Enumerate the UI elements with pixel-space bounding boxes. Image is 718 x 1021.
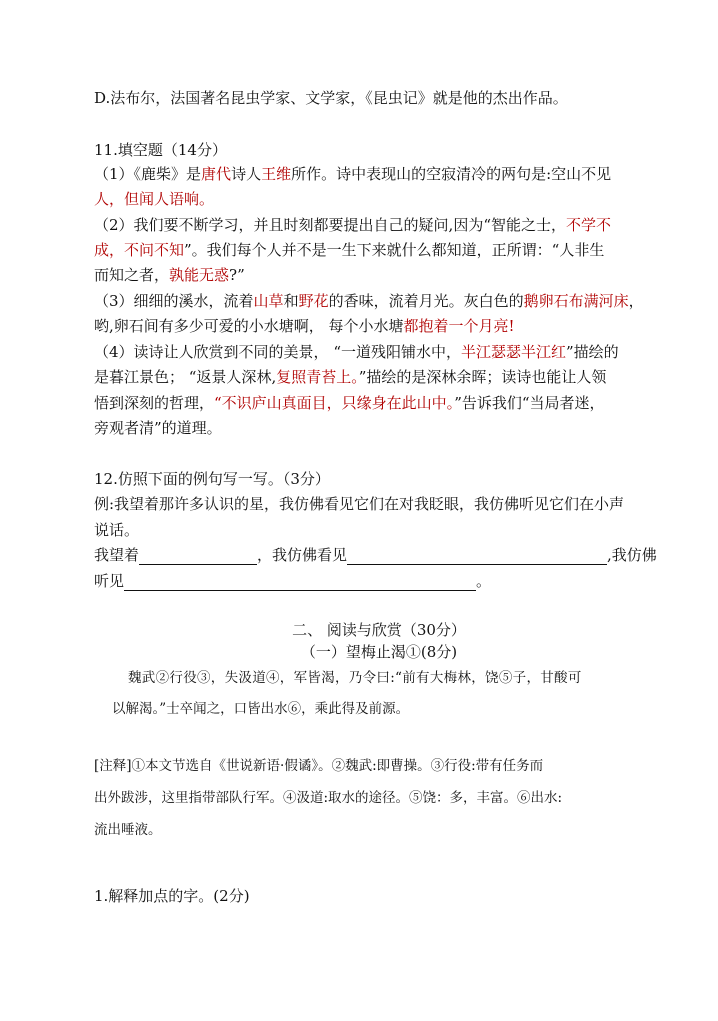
answer-text: 鹅卵石布满河床 [523,292,629,310]
q11-p3-line1 [94,291,644,311]
text: 我望着 [94,546,140,564]
text: 是暮江景色； “返景人深林, [94,368,277,386]
text: ， [628,292,644,310]
answer-tang: 唐代 [201,165,232,183]
answer-text: 半江瑟瑟半江红 [460,343,566,361]
text: ,我仿佛 [607,546,657,564]
q11-p2-line2 [94,240,604,260]
q11-title: 11.填空题（14分） [94,141,227,159]
question-1: 1.解释加点的字。(2分) [94,887,250,905]
answer-text: “不识庐山真面目，只缘身在此山中。 [214,394,455,412]
text: 听见 [94,572,125,590]
q12-title: 12.仿照下面的例句写一写。（3分） [94,470,330,488]
passage-title: （一）望梅止渴①(8分) [300,643,458,661]
q12-fill-line2 [94,571,491,591]
q11-p1-line2 [94,189,214,209]
text: ”描绘的 [566,343,619,361]
q11-p1-line1 [94,164,611,184]
text: 所作。诗中表现山的空寂清冷的两句是:空山不见 [291,165,612,183]
answer-text: 野花 [298,292,329,310]
blank-line [139,548,257,565]
note-line3: 流出唾液。 [94,822,162,838]
answer-text: 不学不 [565,216,611,234]
answer-wangwei: 王维 [261,165,292,183]
text: 诗人 [231,165,262,183]
text: （1）《鹿柴》是 [94,165,202,183]
answer-text: 都抱着一个月亮! [403,317,515,335]
text: ，我仿佛看见 [257,546,348,564]
q12-example-line2: 说话。 [94,521,140,539]
text: ?” [229,266,245,284]
option-d-line: D.法布尔，法国著名昆虫学家、文学家，《昆虫记》就是他的杰出作品。 [94,89,568,107]
q11-p2-line3 [94,265,245,285]
answer-text: 山草 [253,292,284,310]
note-line1: [注释]①本文节选自《世说新语·假谲》。②魏武:即曹操。③行役:带有任务而 [94,758,544,774]
text: （3）细细的溪水，流着 [94,292,254,310]
q11-p4-line3 [94,393,605,413]
note-line2: 出外跋涉，这里指带部队行军。④汲道:取水的途径。⑤饶：多，丰富。⑥出水: [94,790,563,806]
blank-line [347,548,607,565]
section-title: 二、 阅读与欣赏（30分） [292,621,466,639]
q11-p4-line2 [94,367,606,387]
text: （2）我们要不断学习，并且时刻都要提出自己的疑问,因为“智能之士， [94,216,566,234]
text: 。 [476,572,492,590]
answer-line: 但闻人语响。 [124,190,215,208]
blank-line [124,574,476,591]
q11-p2-line1 [94,215,611,235]
answer-text: 孰能无惑 [169,266,230,284]
text: 悟到深刻的哲理， [94,394,215,412]
passage-line2: 以解渴。”士卒闻之，口皆出水⑥，乘此得及前源。 [112,701,410,717]
q11-p4-line4: 旁观者清”的道理。 [94,419,222,437]
text: 哟,卵石间有多少可爱的小水塘啊， 每个小水塘 [94,317,404,335]
text: 和 [283,292,299,310]
text: ”。我们每个人并不是一生下来就什么都知道，正所谓：“人非生 [184,241,605,259]
text: （4）读诗让人欣赏到不同的美景， “一道残阳铺水中， [94,343,461,361]
text: 的香味，流着月光。灰白色的 [328,292,524,310]
passage-line1: 魏武②行役③，失汲道④，军皆渴，乃令曰:“前有大梅林，饶⑤子，甘酸可 [128,670,582,686]
text: 而知之者， [94,266,170,284]
text: ”告诉我们“当局者迷， [454,394,605,412]
answer-text: 复照青苔上。 [276,368,359,386]
answer-text: 成，不问不知 [94,241,185,259]
answer-text: 人， [94,190,125,208]
q11-p3-line2 [94,316,515,336]
q11-p4-line1 [94,342,619,362]
q12-example-line1: 例:我望着那许多认识的星，我仿佛看见它们在对我眨眼，我仿佛听见它们在小声 [94,495,625,513]
text: ”描绘的是深林余晖；读诗也能让人领 [358,368,607,386]
q12-fill-line1 [94,545,657,565]
